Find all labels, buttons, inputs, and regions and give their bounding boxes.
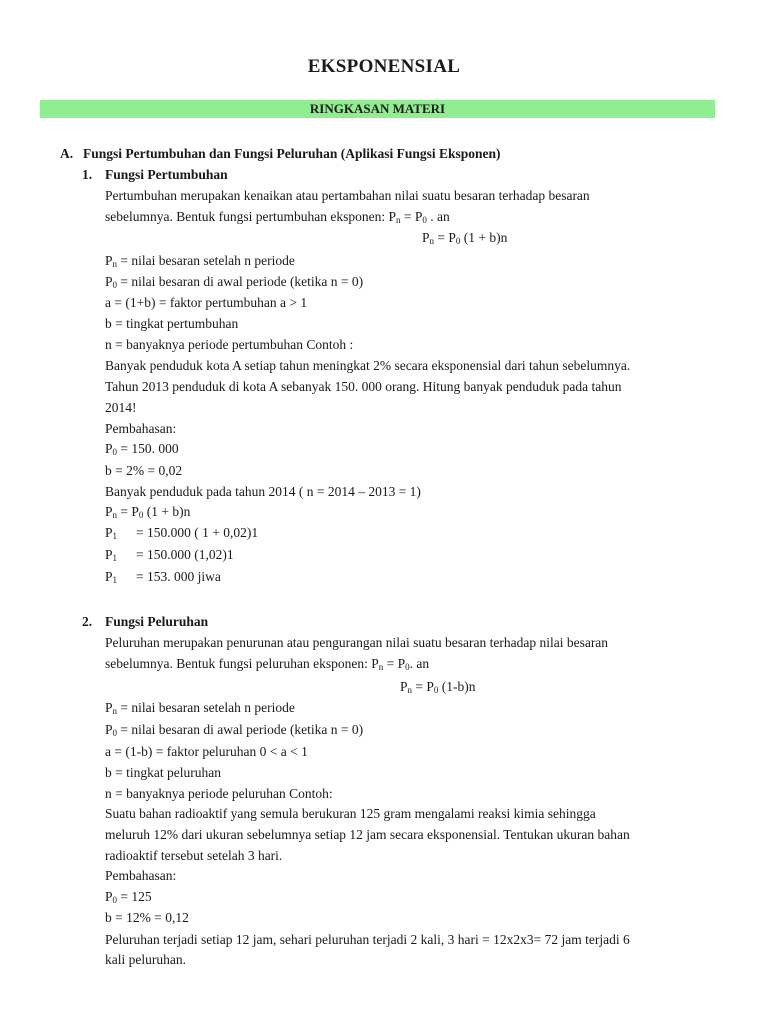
growth-sol-p0: $P_0 = 150$. 000 [105, 441, 179, 457]
decay-number: 2. [82, 614, 93, 629]
decay-sol-2: kali peluruhan. [105, 952, 186, 967]
decay-example-2: meluruh 12% dari ukuran sebelumnya setiap 12 jam secara eksponensial. Tentukan ukuran bahan [105, 827, 630, 842]
section-a-heading: Fungsi Pertumbuhan dan Fungsi Peluruhan (Aplikasi Fungsi Eksponen) [83, 146, 501, 161]
decay-sol-1: Peluruhan terjadi setiap 12 jam, sehari peluruhan terjadi 2 kali, 3 hari = 12x2x3= 72 jam terjadi 6 [105, 932, 630, 947]
decay-formula: $P_n = P_0$ (1-b)n [400, 679, 476, 695]
growth-sol-step-3: = 153. 000 jiwa [136, 569, 221, 584]
growth-sol-year: Banyak penduduk pada tahun 2014 ( n = 2014 – 2013 = 1) [105, 484, 421, 499]
growth-example-2: Tahun 2013 penduduk di kota A sebanyak 150. 000 orang. Hitung banyak penduduk pada tahun [105, 379, 622, 394]
growth-example-1: Banyak penduduk kota A setiap tahun meningkat 2% secara eksponensial dari tahun sebelumnya. [105, 358, 631, 373]
growth-def-b: b = tingkat pertumbuhan [105, 316, 239, 331]
growth-formula: $P_n = P_0$ (1 + b)n [422, 230, 508, 246]
growth-sol-p1-label: $P_1$ [105, 547, 118, 563]
growth-def-pn: $P_n$ = nilai besaran setelah n periode [105, 253, 295, 269]
decay-sol-b: b = 12% = 0,12 [105, 910, 189, 925]
growth-pembahasan: Pembahasan: [105, 421, 177, 436]
decay-def-n: n = banyaknya periode peluruhan Contoh: [105, 786, 333, 801]
growth-example-3: 2014! [105, 400, 137, 415]
decay-example-1: Suatu bahan radioaktif yang semula berukuran 125 gram mengalami reaksi kimia sehingga [105, 806, 596, 821]
decay-pembahasan: Pembahasan: [105, 868, 177, 883]
growth-number: 1. [82, 167, 93, 182]
decay-def-b: b = tingkat peluruhan [105, 765, 221, 780]
growth-def-n: n = banyaknya periode pertumbuhan Contoh : [105, 337, 354, 352]
growth-intro-1: Pertumbuhan merupakan kenaikan atau pertambahan nilai suatu besaran terhadap besaran [105, 188, 590, 203]
decay-example-3: radioaktif tersebut setelah 3 hari. [105, 848, 283, 863]
growth-intro-2: sebelumnya. Bentuk fungsi pertumbuhan eksponen: $P_n = P_0$ . an [105, 209, 450, 225]
growth-sol-b: b = 2% = 0,02 [105, 463, 183, 478]
decay-sol-p0: $P_0 = 125$ [105, 889, 152, 905]
page-title: EKSPONENSIAL [307, 56, 461, 77]
growth-sol-formula: $P_n = P_0$ (1 + b)n [105, 504, 191, 520]
growth-sol-step-1: = 150.000 ( 1 + 0,02)1 [136, 525, 259, 540]
section-a-marker: A. [60, 146, 74, 161]
growth-sol-p1-label: $P_1$ [105, 525, 118, 541]
decay-heading: Fungsi Peluruhan [105, 614, 209, 629]
decay-def-a: a = (1-b) = faktor peluruhan 0 < a < 1 [105, 744, 308, 759]
decay-intro-2: sebelumnya. Bentuk fungsi peluruhan eksponen: $P_n = P_0$. an [105, 656, 430, 672]
decay-intro-1: Peluruhan merupakan penurunan atau pengurangan nilai suatu besaran terhadap nilai besaran [105, 635, 609, 650]
growth-heading: Fungsi Pertumbuhan [105, 167, 228, 182]
summary-banner: RINGKASAN MATERI [40, 100, 715, 118]
growth-sol-p1-label: $P_1$ [105, 569, 118, 585]
decay-def-pn: $P_n$ = nilai besaran setelah n periode [105, 700, 295, 716]
growth-def-p0: $P_0$ = nilai besaran di awal periode (ketika n = 0) [105, 274, 364, 290]
growth-sol-step-2: = 150.000 (1,02)1 [136, 547, 234, 562]
growth-def-a: a = (1+b) = faktor pertumbuhan a > 1 [105, 295, 308, 310]
decay-def-p0: $P_0$ = nilai besaran di awal periode (ketika n = 0) [105, 722, 364, 738]
